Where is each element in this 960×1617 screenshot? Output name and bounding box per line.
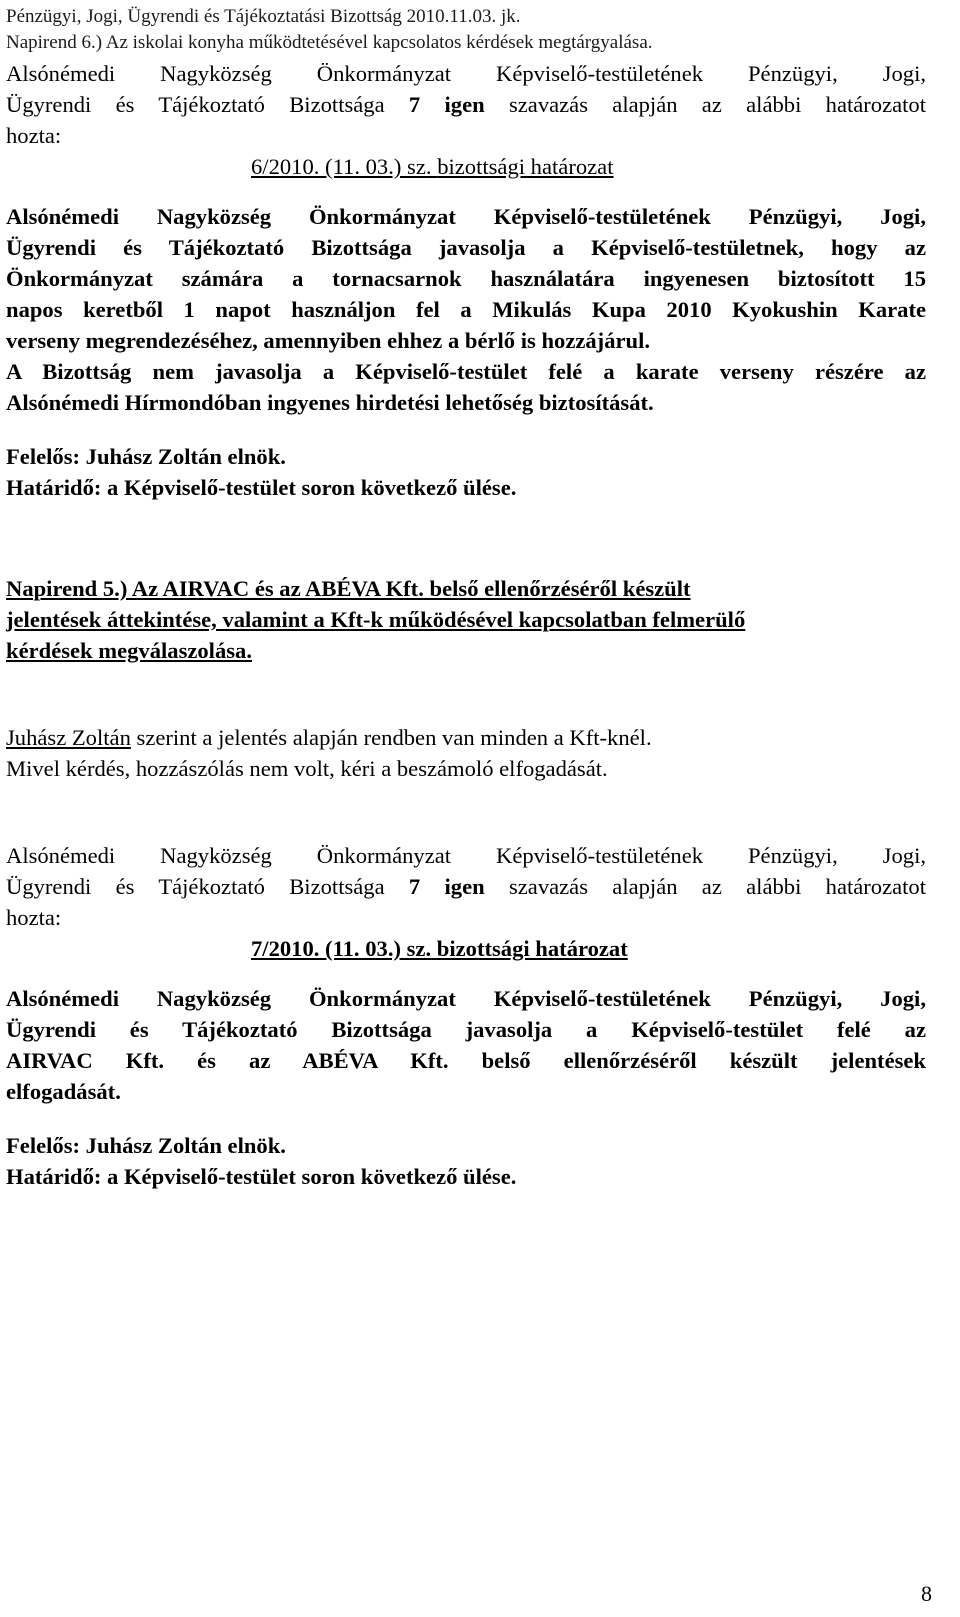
resolution-body-line: Alsónémedi Nagyközség Önkormányzat Képviselő-testületének Pénzügyi, Jogi,	[6, 204, 926, 229]
responsibility-block-6	[6, 441, 926, 503]
page-number: 8	[921, 1581, 932, 1606]
vote-intro-text: szavazás alapján az alábbi határozatot	[508, 92, 927, 117]
vote-intro-line: Alsónémedi Nagyközség Önkormányzat Képviselő-testületének Pénzügyi, Jogi,	[6, 843, 926, 868]
document-page	[6, 0, 926, 1192]
vote-intro-text: szavazás alapján az alábbi határozatot	[508, 874, 927, 899]
resolution-body-6	[6, 201, 926, 418]
resolution-body-line: verseny megrendezéséhez, amennyiben ehhez a bérlő is hozzájárul.	[6, 328, 651, 353]
vote-intro-line: hozta:	[6, 123, 62, 148]
agenda-line: jelentések áttekintése, valamint a Kft-k működésével kapcsolatban felmerülő	[6, 607, 746, 632]
vote-intro-line	[6, 89, 926, 120]
resolution-body-line: napos keretből 1 napot használjon fel a Mikulás Kupa 2010 Kyokushin Karate	[6, 297, 926, 322]
resolution-body-line: Önkormányzat számára a tornacsarnok használatára ingyenesen biztosított 15	[6, 266, 926, 291]
agenda-item-5	[6, 573, 926, 666]
resolution-body-line: A Bizottság nem javasolja a Képviselő-testület felé a karate verseny részére az	[6, 359, 926, 384]
resolution-title-7	[6, 933, 926, 964]
resolution-label: bizottsági határozat	[437, 154, 614, 179]
statement-line	[6, 722, 926, 753]
agenda-line	[6, 573, 926, 604]
vote-count: 7 igen	[408, 92, 485, 117]
resolution-body-line: Alsónémedi Hírmondóban ingyenes hirdetési lehetőség biztosítását.	[6, 390, 654, 415]
statement-text: szerint a jelentés alapján rendben van minden a Kft-knél.	[136, 725, 652, 750]
deadline: Határidő: a Képviselő-testület soron következő ülése.	[6, 1164, 517, 1189]
responsible-person: Felelős: Juhász Zoltán elnök.	[6, 1133, 286, 1158]
discussion-statement	[6, 722, 926, 784]
deadline: Határidő: a Képviselő-testület soron következő ülése.	[6, 475, 517, 500]
resolution-body-7	[6, 983, 926, 1107]
vote-intro-line: Alsónémedi Nagyközség Önkormányzat Képviselő-testületének Pénzügyi, Jogi,	[6, 61, 926, 86]
vote-intro-6	[6, 58, 926, 151]
vote-intro-7	[6, 840, 926, 933]
agenda-line: kérdések megválaszolása.	[6, 638, 252, 663]
responsible-person: Felelős: Juhász Zoltán elnök.	[6, 444, 286, 469]
vote-intro-line	[6, 871, 926, 902]
vote-intro-line: hozta:	[6, 905, 62, 930]
responsibility-block-7	[6, 1130, 926, 1192]
resolution-number: 6/2010. (11. 03.) sz.	[251, 154, 432, 179]
document-header-agenda: Napirend 6.) Az iskolai konyha működtetésével kapcsolatos kérdések megtárgyalása.	[6, 32, 653, 53]
resolution-label: bizottsági határozat	[436, 936, 628, 961]
resolution-title-6	[6, 151, 926, 182]
document-header-title: Pénzügyi, Jogi, Ügyrendi és Tájékoztatási Bizottság 2010.11.03. jk.	[6, 6, 521, 27]
resolution-body-line: Ügyrendi és Tájékoztató Bizottsága javasolja a Képviselő-testület felé az	[6, 1017, 926, 1042]
resolution-body-line: elfogadását.	[6, 1079, 121, 1104]
vote-intro-text: Ügyrendi és Tájékoztató Bizottsága	[6, 874, 385, 899]
agenda-text: Napirend 5.) Az AIRVAC és az ABÉVA Kft.	[6, 576, 424, 601]
statement-line: Mivel kérdés, hozzászólás nem volt, kéri a beszámoló elfogadását.	[6, 756, 608, 781]
resolution-number: 7/2010. (11. 03.) sz.	[251, 936, 432, 961]
vote-count: 7 igen	[408, 874, 485, 899]
resolution-body-line: Alsónémedi Nagyközség Önkormányzat Képviselő-testületének Pénzügyi, Jogi,	[6, 986, 926, 1011]
vote-intro-text: Ügyrendi és Tájékoztató Bizottsága	[6, 92, 385, 117]
speaker-name: Juhász Zoltán	[6, 725, 131, 750]
resolution-body-line: Ügyrendi és Tájékoztató Bizottsága javasolja a Képviselő-testületnek, hogy az	[6, 235, 926, 260]
agenda-text: belső ellenőrzéséről készült	[429, 576, 691, 601]
resolution-body-line: AIRVAC Kft. és az ABÉVA Kft. belső ellenőrzéséről készült jelentések	[6, 1048, 926, 1073]
